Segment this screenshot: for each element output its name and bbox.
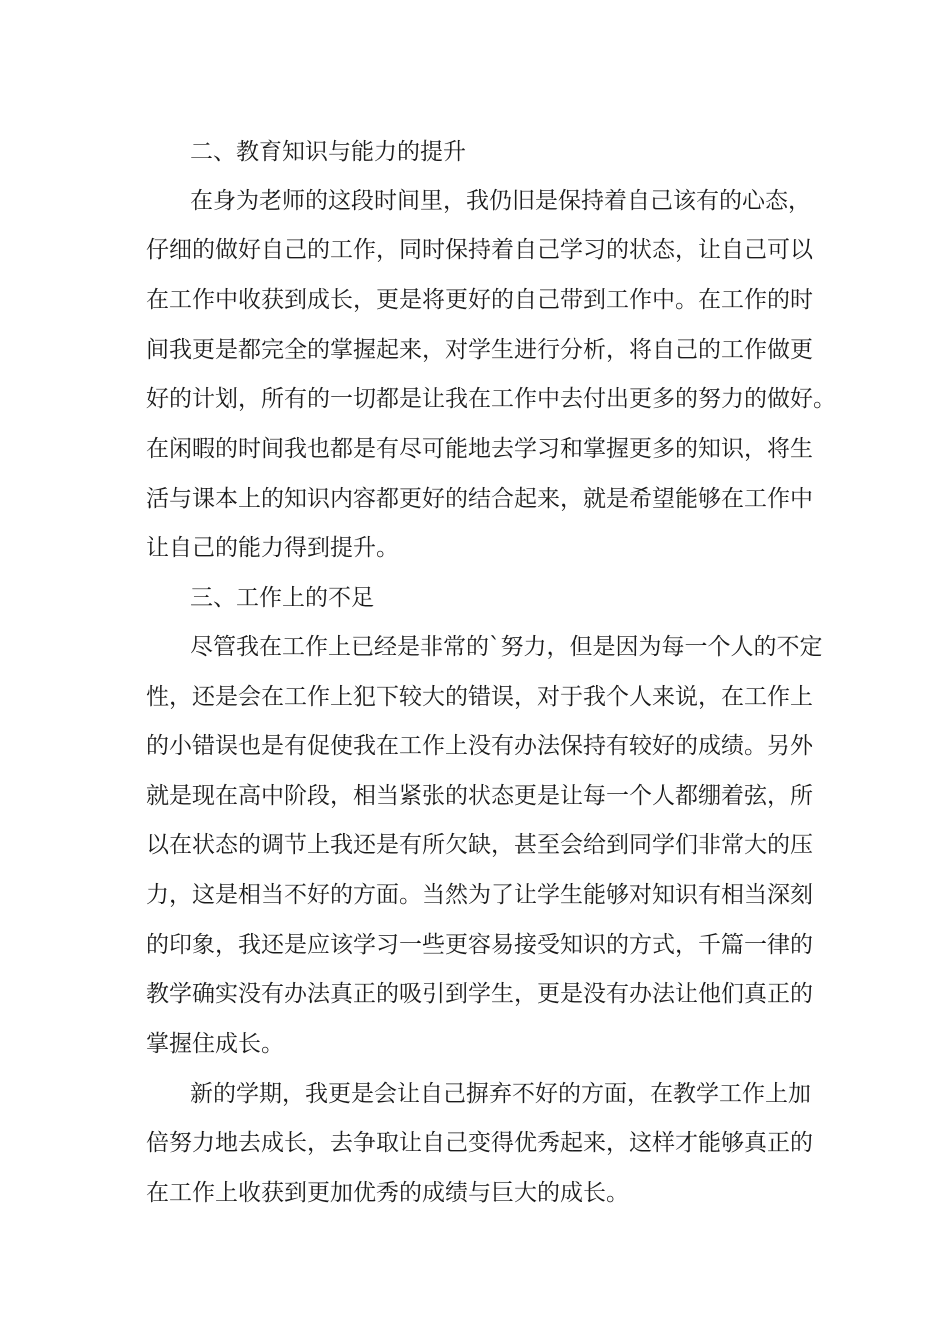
- paragraph-line: 在闲暇的时间我也都是有尽可能地去学习和掌握更多的知识，将生: [146, 436, 813, 462]
- paragraph-line: 掌握住成长。: [146, 1031, 284, 1057]
- paragraph-line: 教学确实没有办法真正的吸引到学生，更是没有办法让他们真正的: [146, 981, 813, 1007]
- paragraph-line: 力，这是相当不好的方面。当然为了让学生能够对知识有相当深刻: [146, 882, 813, 908]
- paragraph-line: 倍努力地去成长，去争取让自己变得优秀起来，这样才能够真正的: [146, 1130, 813, 1156]
- paragraph-line: 新的学期，我更是会让自己摒弃不好的方面，在教学工作上加: [190, 1081, 811, 1107]
- section-heading-3: 三、工作上的不足: [190, 585, 374, 611]
- paragraph-line: 好的计划，所有的一切都是让我在工作中去付出更多的努力的做好。: [146, 386, 836, 412]
- paragraph-line: 活与课本上的知识内容都更好的结合起来，就是希望能够在工作中: [146, 486, 813, 512]
- paragraph-line: 在工作上收获到更加优秀的成绩与巨大的成长。: [146, 1180, 629, 1206]
- paragraph-line: 让自己的能力得到提升。: [146, 535, 399, 561]
- paragraph-line: 性，还是会在工作上犯下较大的错误，对于我个人来说，在工作上: [146, 684, 813, 710]
- paragraph-line: 以在状态的调节上我还是有所欠缺，甚至会给到同学们非常大的压: [146, 832, 813, 858]
- section-heading-2: 二、教育知识与能力的提升: [190, 139, 466, 165]
- paragraph-line: 在身为老师的这段时间里，我仍旧是保持着自己该有的心态，: [190, 188, 811, 214]
- paragraph-line: 就是现在高中阶段，相当紧张的状态更是让每一个人都绷着弦，所: [146, 783, 813, 809]
- paragraph-line: 在工作中收获到成长，更是将更好的自己带到工作中。在工作的时: [146, 287, 813, 313]
- paragraph-line: 的印象，我还是应该学习一些更容易接受知识的方式，千篇一律的: [146, 932, 813, 958]
- paragraph-line: 的小错误也是有促使我在工作上没有办法保持有较好的成绩。另外: [146, 733, 813, 759]
- paragraph-line: 间我更是都完全的掌握起来，对学生进行分析，将自己的工作做更: [146, 337, 813, 363]
- paragraph-line: 尽管我在工作上已经是非常的`努力，但是因为每一个人的不定: [190, 634, 823, 660]
- paragraph-line: 仔细的做好自己的工作，同时保持着自己学习的状态，让自己可以: [146, 237, 813, 263]
